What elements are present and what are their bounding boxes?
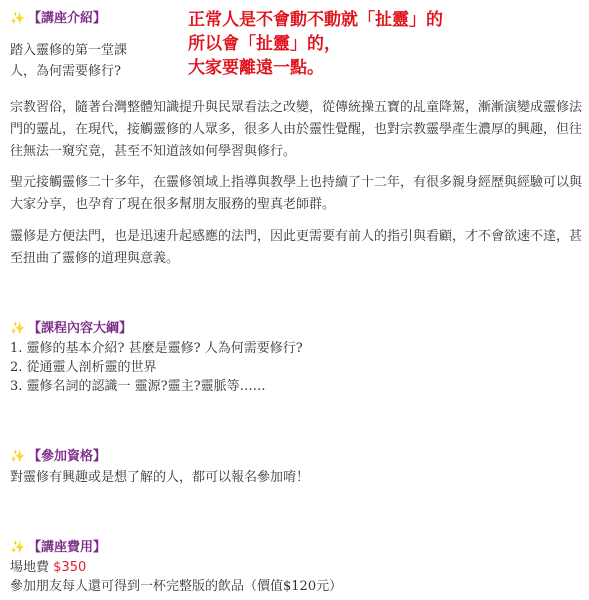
eligibility-heading <box>10 448 106 465</box>
intro-heading <box>10 10 106 27</box>
red-note <box>188 8 443 80</box>
intro-subtitle-line1: 踏入靈修的第一堂課 <box>10 43 128 58</box>
eligibility-text: 對靈修有興趣或是想了解的人，都可以報名參加唷！ <box>10 470 310 485</box>
intro-paragraph-2: 聖元接觸靈修二十多年，在靈修領域上指導與教學上也持續了十二年，有很多親身經歷與經驗可以與大家分享，也孕育了現在很多幫朋友服務的聖真老師群。 <box>10 175 583 212</box>
intro-heading-label: 【講座介紹】 <box>27 11 106 26</box>
fee-venue-label: 場地費 <box>10 560 50 575</box>
fee-heading-label: 【講座費用】 <box>27 540 106 555</box>
outline-heading <box>10 320 132 337</box>
outline-item-3: 3. 靈修名詞的認識一 靈源?靈主?靈脈等…… <box>10 379 266 394</box>
red-note-line3: 大家要離遠一點。 <box>188 58 324 78</box>
intro-subtitle-line2: 人，為何需要修行? <box>10 64 121 79</box>
fee-drink-text: 參加朋友每人還可得到一杯完整版的飲品（價值$120元） <box>10 579 343 594</box>
intro-paragraph-3: 靈修是方便法門，也是迅速升起感應的法門，因此更需要有前人的指引與看顧，才不會欲速不達，甚至扭曲了靈修的道理與意義。 <box>10 229 583 266</box>
sparkle-icon: ✨ <box>10 540 25 554</box>
outline-item-2: 2. 從通靈人剖析靈的世界 <box>10 360 157 375</box>
intro-subtitle <box>10 40 127 82</box>
outline-heading-label: 【課程內容大綱】 <box>27 321 132 336</box>
sparkle-icon: ✨ <box>10 321 25 335</box>
fee-venue-price: $350 <box>53 560 87 575</box>
sparkle-icon: ✨ <box>10 449 25 463</box>
fee-venue <box>10 558 86 577</box>
intro-paragraph-1: 宗教習俗，隨著台灣整體知識提升與民眾看法之改變，從傳統操五寶的乩童降駕，漸漸演變成靈修法門的靈乩，在現代，接觸靈修的人眾多，很多人由於靈性覺醒，也對宗教靈學產生濃厚的興趣，但往往無法一窺究竟，甚至不知道該如何學習與修行。 <box>10 100 583 159</box>
eligibility-heading-label: 【參加資格】 <box>27 449 106 464</box>
fee-heading <box>10 539 106 556</box>
red-note-line2: 所以會「扯靈」的， <box>188 34 341 54</box>
outline-item-1: 1. 靈修的基本介紹? 甚麼是靈修? 人為何需要修行? <box>10 341 303 356</box>
sparkle-icon: ✨ <box>10 11 25 25</box>
red-note-line1: 正常人是不會動不動就「扯靈」的 <box>188 10 443 30</box>
